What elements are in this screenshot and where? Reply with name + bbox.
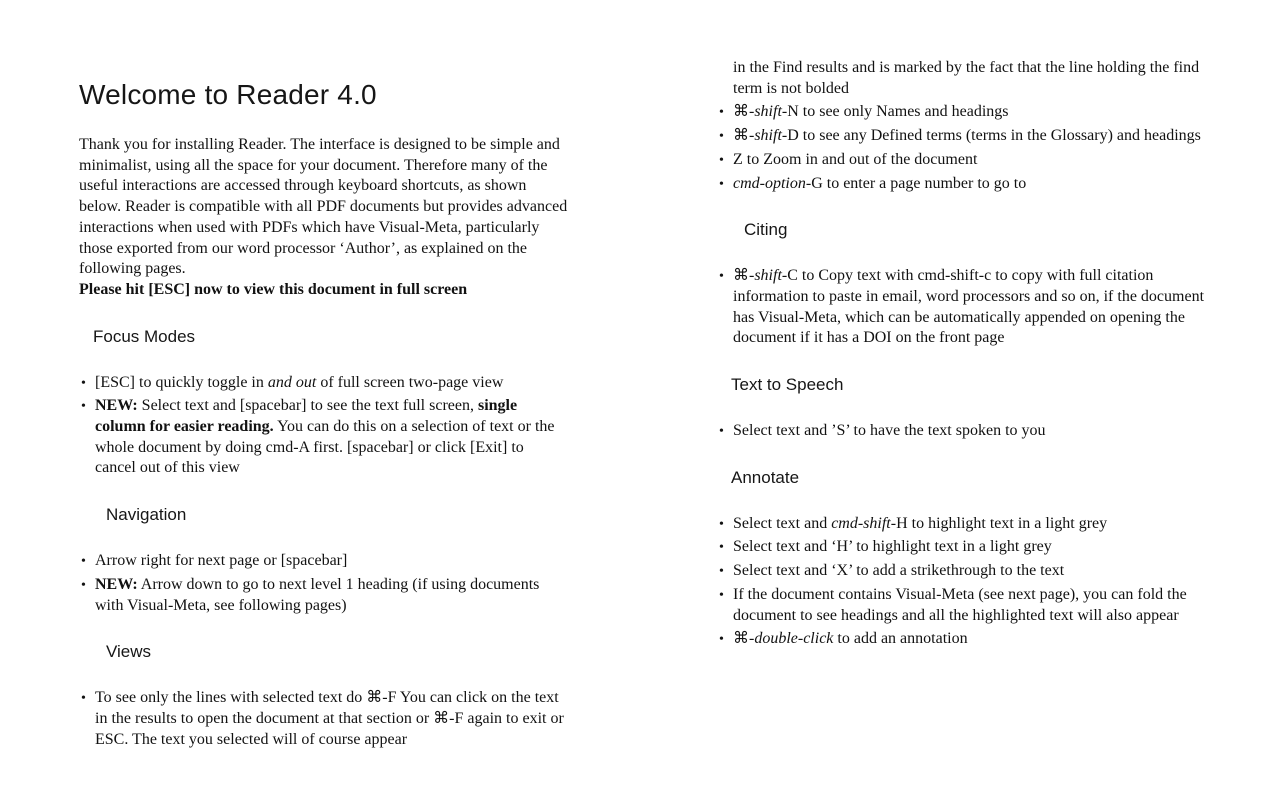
section-heading-annotate: Annotate (731, 467, 800, 487)
bullet-list (717, 266, 1206, 349)
bullet-item (717, 150, 1206, 171)
bullet-list (717, 102, 1206, 194)
bullet-item (717, 102, 1206, 123)
text-run: Select text and ‘X’ to add a strikethrough to the text (733, 562, 1065, 580)
bullet-item (717, 629, 1206, 650)
text-run: ⌘- (733, 127, 755, 145)
paragraph (79, 135, 568, 301)
bullet-list (79, 688, 568, 750)
bullet-item (79, 373, 568, 394)
bullet-item (717, 421, 1206, 442)
italic-text-run: shift (754, 267, 782, 285)
bold-text-run: NEW: (95, 575, 138, 593)
section-heading-focus-modes: Focus Modes (93, 326, 196, 346)
bullet-list (79, 551, 568, 616)
bullet-item (717, 585, 1206, 626)
text-run: Select text and (733, 514, 832, 532)
page-right-column (717, 58, 1206, 650)
bullet-item (79, 396, 568, 479)
text-run: You can do this on a selection of text or the whole document by doing cmd-A first. [spacebar] or click [Exit] to cancel out of this view (95, 418, 555, 477)
text-run: ⌘- (733, 103, 755, 121)
text-run: Select text and ’S’ to have the text spoken to you (733, 422, 1046, 440)
section-heading-navigation: Navigation (106, 505, 187, 525)
text-run: ⌘- (733, 630, 755, 648)
bullet-list (79, 373, 568, 480)
bullet-item (79, 551, 568, 572)
bullet-item (717, 126, 1206, 147)
bold-text-run: single column for easier reading. (95, 397, 518, 436)
text-run: -C to Copy text with cmd-shift-c to copy with full citation information to paste in email, word processors and so on, if the document has Visual-Meta, which can be automatically appended on opening the document if it has a DOI on the front page (733, 267, 1205, 347)
bullet-item (717, 537, 1206, 558)
text-run: [ESC] to quickly toggle in (95, 373, 268, 391)
text-run: -D to see any Defined terms (terms in the Glossary) and headings (781, 127, 1201, 145)
italic-text-run: and out (267, 373, 317, 391)
section-heading-citing: Citing (744, 220, 788, 240)
text-run: of full screen two-page view (316, 373, 504, 391)
text-run: Select text and [spacebar] to see the text full screen, (137, 397, 478, 415)
paragraph (733, 58, 1206, 99)
bullet-item (717, 514, 1206, 535)
page-left-column (79, 78, 568, 750)
text-run: Thank you for installing Reader. The interface is designed to be simple and minimalist, using all the space for your document. Therefore many of the useful interactions are accessed through keyboard shortcuts, as shown below. Reader is compatible with all PDF documents but provides advanced interactions when used with PDFs which have Visual-Meta, particularly those exported from our word processor ‘Author’, as explained on the following pages. (79, 136, 568, 278)
document-title: Welcome to Reader 4.0 (79, 79, 377, 110)
italic-text-run: cmd-shift (831, 514, 891, 532)
bold-text-run: Please hit [ESC] now to view this document in full screen (79, 280, 468, 298)
italic-text-run: double-click (754, 630, 834, 648)
text-run: To see only the lines with selected text do ⌘-F You can click on the text in the results to open the document at that section or ⌘-F again to exit or ESC. The text you selected will of course appear (95, 689, 564, 748)
italic-text-run: shift (754, 103, 782, 121)
text-run: in the Find results and is marked by the fact that the line holding the find term is not bolded (733, 59, 1200, 97)
bullet-item (717, 561, 1206, 582)
italic-text-run: cmd-option (733, 174, 806, 192)
italic-text-run: shift (754, 127, 782, 145)
text-run: If the document contains Visual-Meta (see next page), you can fold the document to see headings and all the highlighted text will also appear (733, 585, 1187, 624)
text-run: to add an annotation (833, 630, 968, 648)
text-run: -H to highlight text in a light grey (890, 514, 1108, 532)
text-run: Arrow down to go to next level 1 heading (if using documents with Visual-Meta, see following pages) (95, 575, 540, 614)
text-run: Arrow right for next page or [spacebar] (95, 552, 348, 570)
text-run: -G to enter a page number to go to (805, 174, 1027, 192)
text-run: Z to Zoom in and out of the document (733, 150, 978, 168)
bullet-list (717, 421, 1206, 442)
section-heading-views: Views (106, 642, 152, 662)
bullet-item (79, 575, 568, 616)
bullet-item (717, 174, 1206, 195)
text-run: Select text and ‘H’ to highlight text in a light grey (733, 538, 1052, 556)
bullet-list (717, 514, 1206, 650)
bullet-item (79, 688, 568, 750)
text-run: ⌘- (733, 267, 755, 285)
bullet-item (717, 266, 1206, 349)
text-run: -N to see only Names and headings (781, 103, 1009, 121)
section-heading-text-to-speech: Text to Speech (731, 375, 844, 395)
bold-text-run: NEW: (95, 397, 138, 415)
